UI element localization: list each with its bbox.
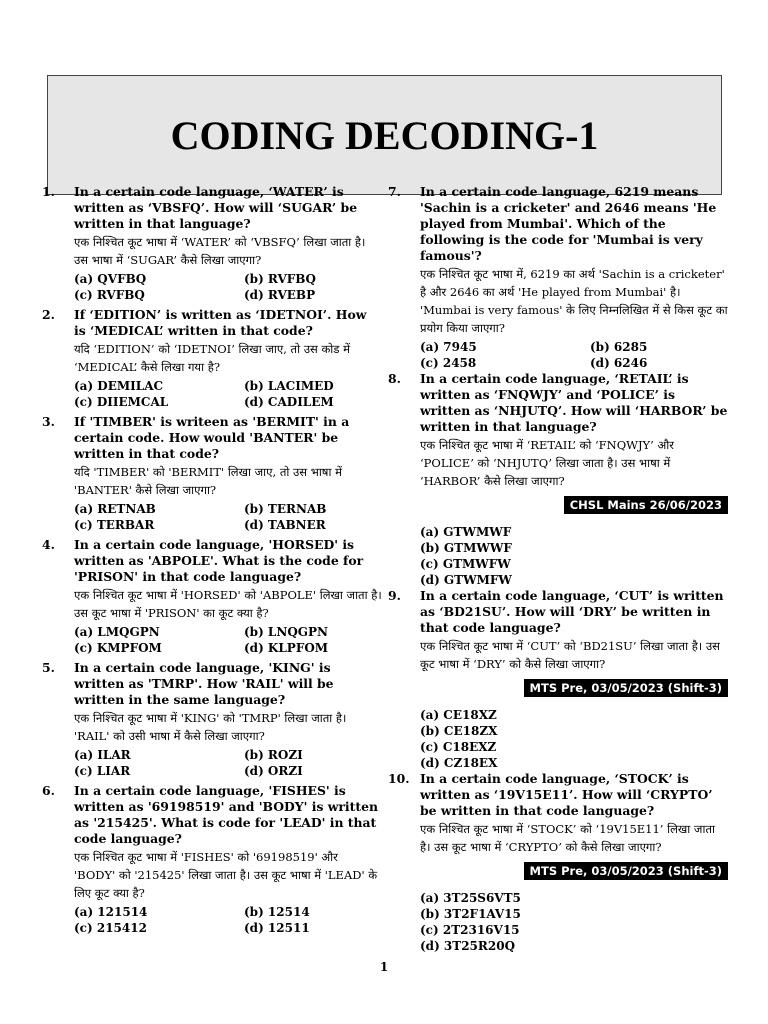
option-d[interactable]: (d) 12511 xyxy=(244,921,310,935)
question-number: 8. xyxy=(388,371,401,386)
question-5 xyxy=(42,660,382,779)
question-number: 10. xyxy=(388,771,410,786)
exam-source-badge: CHSL Mains 26/06/2023 xyxy=(564,496,728,514)
option-c[interactable]: (c) C18EXZ xyxy=(420,740,497,754)
option-c[interactable]: (c) TERBAR xyxy=(74,518,155,532)
left-column xyxy=(42,184,382,936)
option-a[interactable]: (a) 3T25S6VT5 xyxy=(420,891,521,905)
question-text: If ‘EDITION’ is written as ‘IDETNOI’. How is ‘MEDICAL’ written in that code? xyxy=(74,307,367,338)
question-text-hindi: एक निश्चित कूट भाषा में 'KING' को 'TMRP' लिखा जाता है। 'RAIL' को उसी भाषा में कैसे लिखा जाएगा? xyxy=(74,711,347,743)
question-6 xyxy=(42,783,382,936)
option-c[interactable]: (c) LIAR xyxy=(74,764,131,778)
option-d[interactable]: (d) 6246 xyxy=(590,356,648,370)
option-d[interactable]: (d) TABNER xyxy=(244,518,326,532)
option-a[interactable]: (a) DEMILAC xyxy=(74,379,164,393)
question-text-hindi: यदि 'TIMBER' को 'BERMIT' लिखा जाए, तो उस भाषा में 'BANTER' कैसे लिखा जाएगा? xyxy=(74,465,342,497)
question-text: In a certain code language, 'FISHES' is written as '69198519' and 'BODY' is written as '215425'. What is code for 'LEAD' in that code language? xyxy=(74,783,378,846)
options xyxy=(420,890,728,954)
option-d[interactable]: (d) ORZI xyxy=(244,764,303,778)
option-b[interactable]: (b) LACIMED xyxy=(244,379,334,393)
question-text-hindi: एक निश्चित कूट भाषा में ‘RETAIL’ को ‘FNQWJY’ और ‘POLICE’ को ‘NHJUTQ’ लिखा जाता है। उस भाषा में ‘HARBOR’ कैसे लिखा जाएगा? xyxy=(420,438,674,488)
option-c[interactable]: (c) 2T2316V15 xyxy=(420,923,520,937)
question-8 xyxy=(388,371,728,588)
question-text: In a certain code language, ‘STOCK’ is written as ‘19V15E11’. How will ‘CRYPTO’ be written in that code language? xyxy=(420,771,713,818)
right-column xyxy=(388,184,728,954)
question-number: 6. xyxy=(42,783,55,798)
page-title: CODING DECODING-1 xyxy=(170,112,599,158)
question-number: 7. xyxy=(388,184,401,199)
question-number: 5. xyxy=(42,660,55,675)
question-text-hindi: एक निश्चित कूट भाषा में 'HORSED' को 'ABPOLE' लिखा जाता है। उस कूट भाषा में 'PRISON' का कूट क्या है? xyxy=(74,588,382,620)
option-d[interactable]: (d) RVEBP xyxy=(244,288,316,302)
exam-source-badge: MTS Pre, 03/05/2023 (Shift-3) xyxy=(524,679,728,697)
question-9 xyxy=(388,588,728,771)
option-a[interactable]: (a) 7945 xyxy=(420,340,477,354)
option-a[interactable]: (a) 121514 xyxy=(74,905,148,919)
question-text-hindi: एक निश्चित कूट भाषा में ‘CUT’ को ‘BD21SU’ लिखा जाता है। उस कूट भाषा में ‘DRY’ को कैसे लिखा जाएगा? xyxy=(420,639,720,671)
option-a[interactable]: (a) ILAR xyxy=(74,748,131,762)
question-text: If 'TIMBER' is writeen as 'BERMIT' in a certain code. How would 'BANTER' be written in that code? xyxy=(74,414,350,461)
options xyxy=(420,339,728,371)
option-d[interactable]: (d) CZ18EX xyxy=(420,756,498,770)
option-b[interactable]: (b) RVFBQ xyxy=(244,272,316,286)
option-b[interactable]: (b) TERNAB xyxy=(244,502,327,516)
option-b[interactable]: (b) ROZI xyxy=(244,748,303,762)
question-number: 2. xyxy=(42,307,55,322)
option-b[interactable]: (b) 12514 xyxy=(244,905,310,919)
option-b[interactable]: (b) 6285 xyxy=(590,340,648,354)
option-c[interactable]: (c) GTMWFW xyxy=(420,557,511,571)
question-text: In a certain code language, 'KING' is written as 'TMRP'. How 'RAIL' will be written in the same language? xyxy=(74,660,334,707)
option-c[interactable]: (c) RVFBQ xyxy=(74,288,145,302)
options xyxy=(420,707,728,771)
question-number: 9. xyxy=(388,588,401,603)
option-a[interactable]: (a) RETNAB xyxy=(74,502,156,516)
options xyxy=(74,747,382,779)
question-text-hindi: एक निश्चित कूट भाषा में ‘STOCK’ को ‘19V15E11’ लिखा जाता है। उस कूट भाषा में ‘CRYPTO’ को कैसे लिखा जाएगा? xyxy=(420,822,715,854)
title-banner xyxy=(47,75,722,195)
question-4 xyxy=(42,537,382,656)
option-a[interactable]: (a) GTWMWF xyxy=(420,525,512,539)
options xyxy=(74,271,382,303)
question-text-hindi: यदि ‘EDITION’ को ‘IDETNOI’ लिखा जाए, तो उस कोड में ‘MEDICAL’ कैसे लिखा गया है? xyxy=(74,342,350,374)
option-b[interactable]: (b) GTMWWF xyxy=(420,541,512,555)
option-d[interactable]: (d) 3T25R20Q xyxy=(420,939,516,953)
question-10 xyxy=(388,771,728,954)
option-b[interactable]: (b) 3T2F1AV15 xyxy=(420,907,521,921)
option-c[interactable]: (c) KMPFOM xyxy=(74,641,162,655)
question-7 xyxy=(388,184,728,371)
options xyxy=(420,524,728,588)
option-b[interactable]: (b) CE18ZX xyxy=(420,724,498,738)
question-3 xyxy=(42,414,382,533)
question-text: In a certain code language, ‘CUT’ is written as ‘BD21SU’. How will ‘DRY’ be written in that code language? xyxy=(420,588,724,635)
question-number: 1. xyxy=(42,184,55,199)
option-c[interactable]: (c) 215412 xyxy=(74,921,147,935)
option-c[interactable]: (c) 2458 xyxy=(420,356,477,370)
question-text: In a certain code language, 'HORSED' is written as 'ABPOLE'. What is the code for 'PRISON' in that code language? xyxy=(74,537,364,584)
option-d[interactable]: (d) GTWMFW xyxy=(420,573,512,587)
question-1 xyxy=(42,184,382,303)
option-b[interactable]: (b) LNQGPN xyxy=(244,625,329,639)
option-a[interactable]: (a) LMQGPN xyxy=(74,625,160,639)
question-number: 4. xyxy=(42,537,55,552)
question-number: 3. xyxy=(42,414,55,429)
option-a[interactable]: (a) QVFBQ xyxy=(74,272,147,286)
option-c[interactable]: (c) DIIEMCAL xyxy=(74,395,169,409)
exam-source-badge: MTS Pre, 03/05/2023 (Shift-3) xyxy=(524,862,728,880)
option-a[interactable]: (a) CE18XZ xyxy=(420,708,497,722)
options xyxy=(74,378,382,410)
page-number: 1 xyxy=(379,960,389,974)
question-2 xyxy=(42,307,382,410)
option-d[interactable]: (d) KLPFOM xyxy=(244,641,329,655)
question-text: In a certain code language, ‘WATER’ is written as ‘VBSFQ’. How will ‘SUGAR’ be written in that language? xyxy=(74,184,358,231)
options xyxy=(74,501,382,533)
options xyxy=(74,904,382,936)
option-d[interactable]: (d) CADILEM xyxy=(244,395,334,409)
options xyxy=(74,624,382,656)
question-text: In a certain code language, 6219 means 'Sachin is a cricketer' and 2646 means 'He played from Mumbai'. Which of the following is the code for 'Mumbai is very famous'? xyxy=(420,184,717,263)
question-text: In a certain code language, ‘RETAIL’ is written as ‘FNQWJY’ and ‘POLICE’ is written as ‘NHJUTQ’. How will ‘HARBOR’ be written in that language? xyxy=(420,371,728,434)
question-text-hindi: एक निश्चित कूट भाषा में, 6219 का अर्थ 'Sachin is a cricketer' है और 2646 का अर्थ 'He played from Mumbai' है। 'Mumbai is very famous' के लिए निम्नलिखित में से किस कूट का प्रयोग किया जाएगा? xyxy=(420,267,728,335)
question-text-hindi: एक निश्चित कूट भाषा में ‘WATER’ को ‘VBSFQ’ लिखा जाता है। उस भाषा में ‘SUGAR’ कैसे लिखा जाएगा? xyxy=(74,235,366,267)
question-text-hindi: एक निश्चित कूट भाषा में 'FISHES' को '69198519' और 'BODY' को '215425' लिखा जाता है। उस कूट भाषा में 'LEAD' के लिए कूट क्या है? xyxy=(74,850,378,900)
